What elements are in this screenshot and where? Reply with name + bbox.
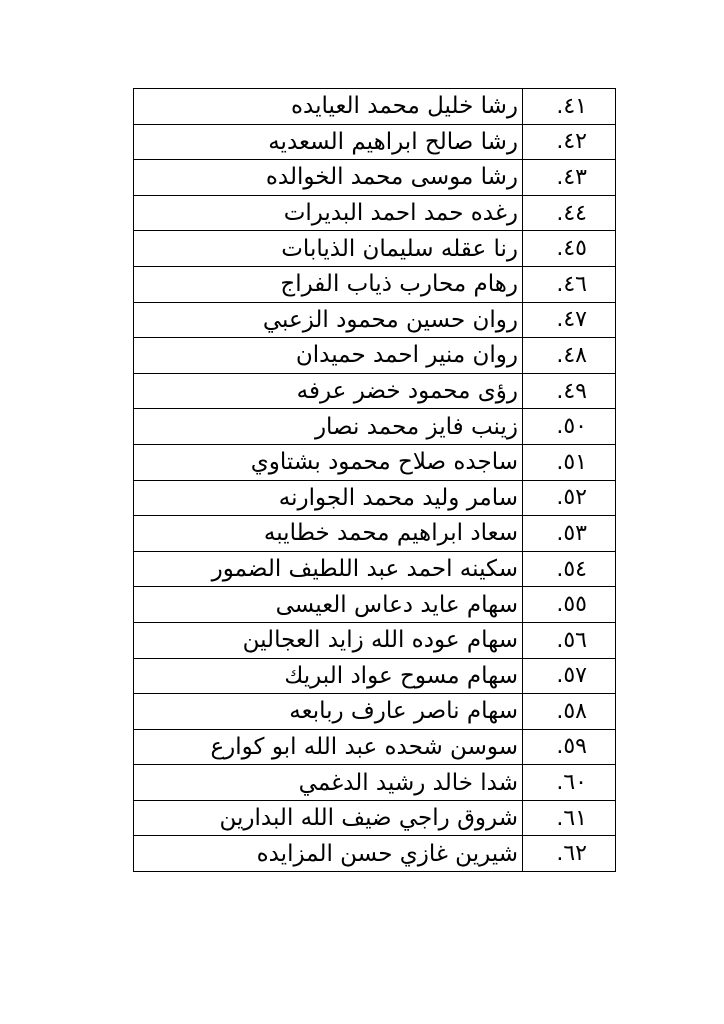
- row-name: رشا صالح ابراهيم السعديه: [134, 124, 523, 160]
- row-number: ٤٢.: [523, 124, 616, 160]
- row-number: ٥٦.: [523, 622, 616, 658]
- table-row: [134, 729, 616, 765]
- table-row: [134, 124, 616, 160]
- row-number: ٦٢.: [523, 836, 616, 872]
- table-row: [134, 694, 616, 730]
- row-number: ٥٢.: [523, 480, 616, 516]
- row-name: ساجده صلاح محمود بشتاوي: [134, 444, 523, 480]
- row-name: رغده حمد احمد البديرات: [134, 195, 523, 231]
- row-number: ٤٨.: [523, 338, 616, 374]
- row-name: رشا موسى محمد الخوالده: [134, 160, 523, 196]
- row-number: ٥٤.: [523, 551, 616, 587]
- table-row: [134, 338, 616, 374]
- row-number: ٤٩.: [523, 373, 616, 409]
- table-row: [134, 266, 616, 302]
- table-row: [134, 195, 616, 231]
- row-name: رهام محارب ذياب الفراج: [134, 266, 523, 302]
- row-name: شدا خالد رشيد الدغمي: [134, 765, 523, 801]
- row-number: ٥٧.: [523, 658, 616, 694]
- row-number: ٥٩.: [523, 729, 616, 765]
- row-number: ٤١.: [523, 89, 616, 125]
- row-name: سهام ناصر عارف ربابعه: [134, 694, 523, 730]
- row-name: رشا خليل محمد العيايده: [134, 89, 523, 125]
- row-number: ٤٧.: [523, 302, 616, 338]
- row-name: شروق راجي ضيف الله البدارين: [134, 800, 523, 836]
- row-name: رؤى محمود خضر عرفه: [134, 373, 523, 409]
- row-number: ٦١.: [523, 800, 616, 836]
- row-name: سعاد ابراهيم محمد خطايبه: [134, 516, 523, 552]
- row-number: ٥٥.: [523, 587, 616, 623]
- row-number: ٤٥.: [523, 231, 616, 267]
- row-name: سهام عايد دعاس العيسى: [134, 587, 523, 623]
- table-row: [134, 302, 616, 338]
- row-name: زينب فايز محمد نصار: [134, 409, 523, 445]
- row-name: سوسن شحده عبد الله ابو كوارع: [134, 729, 523, 765]
- row-number: ٥٣.: [523, 516, 616, 552]
- table-row: [134, 373, 616, 409]
- table-row: [134, 800, 616, 836]
- table-row: [134, 444, 616, 480]
- table-row: [134, 160, 616, 196]
- row-number: ٤٤.: [523, 195, 616, 231]
- row-name: سهام عوده الله زايد العجالين: [134, 622, 523, 658]
- row-number: ٥٠.: [523, 409, 616, 445]
- row-name: شيرين غازي حسن المزايده: [134, 836, 523, 872]
- table-row: [134, 480, 616, 516]
- row-number: ٤٣.: [523, 160, 616, 196]
- table-row: [134, 516, 616, 552]
- table-row: [134, 836, 616, 872]
- row-number: ٥٨.: [523, 694, 616, 730]
- table-row: [134, 89, 616, 125]
- row-name: روان منير احمد حميدان: [134, 338, 523, 374]
- names-table-body: [134, 89, 616, 872]
- table-row: [134, 551, 616, 587]
- names-table: [133, 88, 616, 872]
- row-number: ٦٠.: [523, 765, 616, 801]
- row-name: سامر وليد محمد الجوارنه: [134, 480, 523, 516]
- row-name: روان حسين محمود الزعبي: [134, 302, 523, 338]
- table-row: [134, 409, 616, 445]
- row-number: ٥١.: [523, 444, 616, 480]
- row-name: رنا عقله سليمان الذيابات: [134, 231, 523, 267]
- table-row: [134, 622, 616, 658]
- table-row: [134, 231, 616, 267]
- table-row: [134, 587, 616, 623]
- table-row: [134, 765, 616, 801]
- row-name: سكينه احمد عبد اللطيف الضمور: [134, 551, 523, 587]
- row-number: ٤٦.: [523, 266, 616, 302]
- table-row: [134, 658, 616, 694]
- row-name: سهام مسوح عواد البريك: [134, 658, 523, 694]
